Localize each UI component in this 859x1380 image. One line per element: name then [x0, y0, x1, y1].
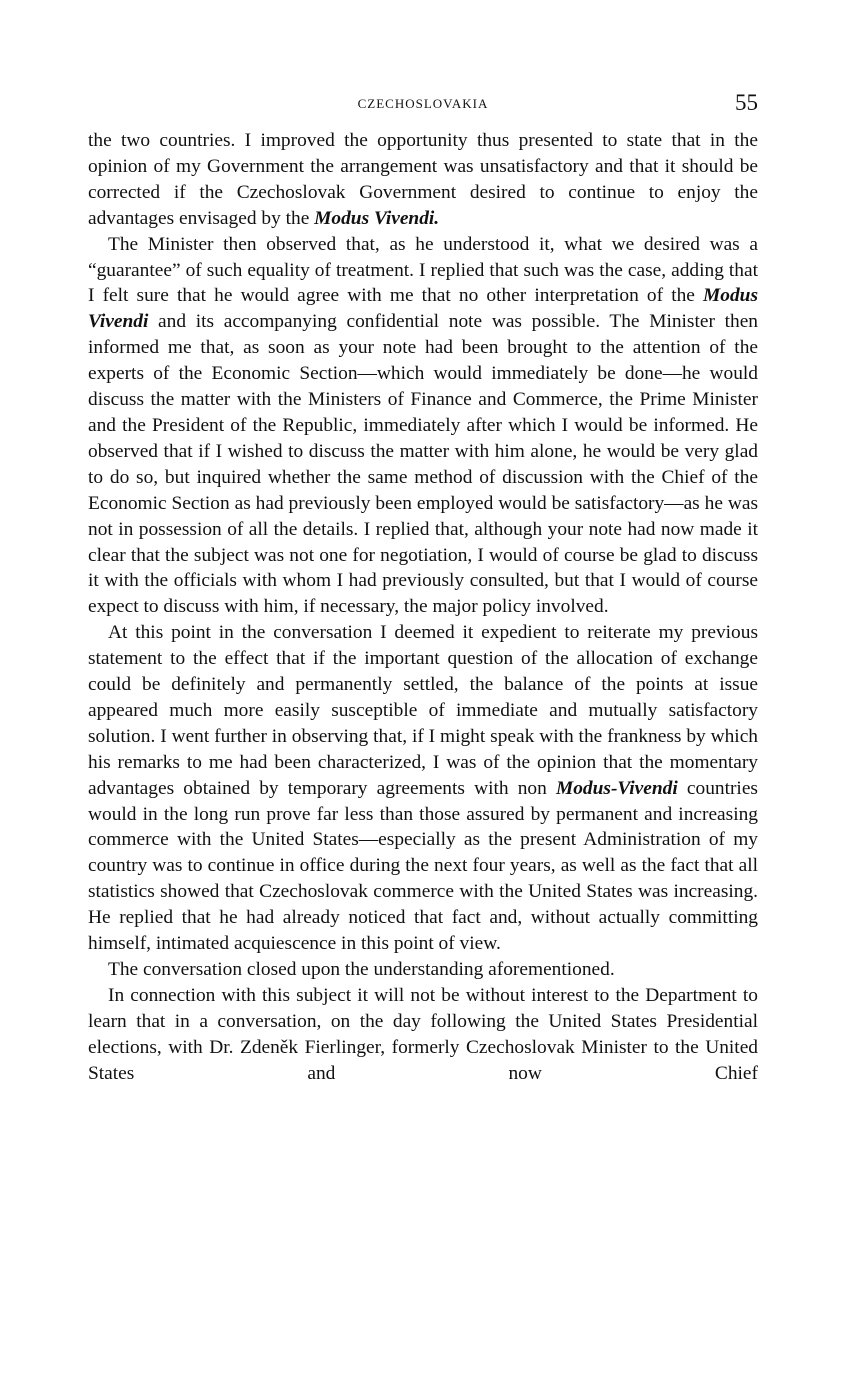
paragraph — [88, 983, 758, 1087]
running-head: CZECHOSLOVAKIA — [357, 96, 489, 111]
page-number: 55 — [735, 90, 758, 115]
italic-term: Modus Vivendi — [88, 285, 758, 333]
italic-term: Modus Vivendi. — [314, 207, 440, 229]
page-header — [88, 92, 758, 122]
text-run: At this point in the conversation I deemed it expedient to reiterate my previous statement to the effect that if the important question of the allocation of exchange could be definitely and permanently settled, the balance of the points at issue appeared much more easily susceptible of immediate and mutually satisfactory solution. I went further in observing that, if I might speak with the frankness by which his remarks to me had been characterized, I was of the opinion that the momentary advantages obtained by temporary agreements with non — [88, 622, 758, 799]
document-page — [88, 92, 758, 1087]
paragraph — [88, 620, 758, 957]
text-run: In connection with this subject it will not be without interest to the Department to learn that in a conversation, on the day following the United States Presidential elections, with Dr. Zdeněk Fierlinger, formerly Czechoslovak Minister to the United States and now Chief — [88, 984, 758, 1084]
paragraph-continued — [88, 128, 758, 232]
text-run: and its accompanying confidential note was possible. The Minister then informed me that, as soon as your note had been brought to the attention of the experts of the Economic Section—which would immediately be done—he would discuss the matter with the Ministers of Finance and Commerce, the Prime Minister and the President of the Republic, immediately after which I would be informed. He observed that if I wished to discuss the matter with him alone, he would be very glad to do so, but inquired whether the same method of discussion with the Chief of the Economic Section as had previously been employed would be satisfactory—as he was not in possession of all the details. I replied that, although your note had now made it clear that the subject was not one for negotiation, I would of course be glad to discuss it with the officials with whom I had previously consulted, but that I would of course expect to discuss with him, if necessary, the major policy involved. — [88, 311, 758, 618]
italic-term: Modus-Vivendi — [555, 777, 678, 799]
text-run: countries would in the long run prove far less than those assured by permanent and increasing commerce with the United States—especially as the present Administration of my country was to continue in office during the next four years, as well as the fact that all statistics showed that Czechoslovak commerce with the United States was increasing. He replied that he had already noticed that fact and, without actually committing himself, intimated acquiescence in this point of view. — [88, 777, 758, 955]
text-run: The conversation closed upon the understanding aforementioned. — [108, 959, 615, 980]
body-text — [88, 128, 758, 1087]
paragraph — [88, 232, 758, 621]
text-run: The Minister then observed that, as he understood it, what we desired was a “guarantee” of such equality of treatment. I replied that such was the case, adding that I felt sure that he would agree with me that no other interpretation of the — [88, 233, 758, 307]
text-run: the two countries. I improved the opportunity thus presented to state that in the opinion of my Government the arrangement was unsatisfactory and that it should be corrected if the Czechoslovak Government desired to continue to enjoy the advantages envisaged by the — [88, 130, 758, 229]
paragraph — [88, 957, 758, 983]
